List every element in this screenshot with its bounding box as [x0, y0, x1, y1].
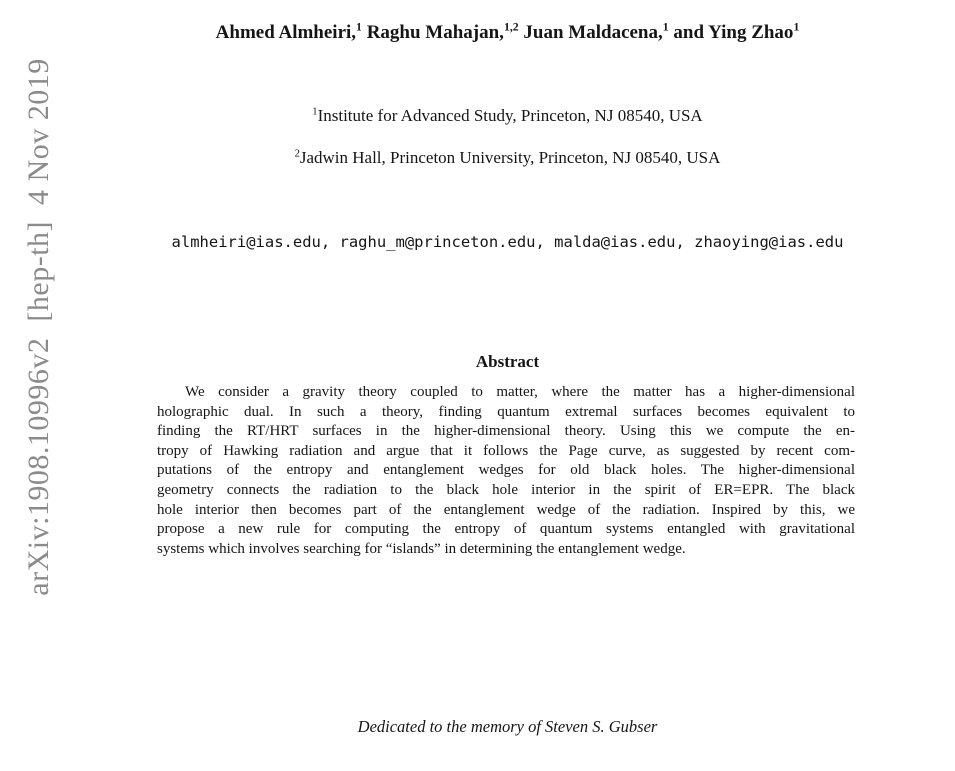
affiliation-superscript: 1,2 — [503, 20, 519, 34]
arxiv-watermark: arXiv:1908.10996v2 [hep-th] 4 Nov 2019 — [22, 58, 55, 596]
paper-page — [60, 0, 955, 771]
abstract-line: propose a new rule for computing the entropy of quantum systems entangled with gravitational — [157, 521, 855, 538]
affiliation-superscript: 1 — [356, 20, 362, 34]
abstract-line: We consider a gravity theory coupled to matter, where the matter has a higher-dimensional — [185, 384, 855, 400]
affiliation-superscript: 1 — [312, 106, 318, 118]
abstract-line: systems which involves searching for “islands” in determining the entanglement wedge. — [157, 540, 686, 557]
abstract-line: tropy of Hawking radiation and argue that it follows the Page curve, as suggested by recent com- — [157, 442, 855, 459]
affiliation-2: $^2$Jadwin Hall, Princeton University, Princeton, NJ 08540, USA — [294, 148, 721, 167]
affiliation-1: $^1$Institute for Advanced Study, Princeton, NJ 08540, USA — [312, 106, 703, 125]
author-line: Ahmed Almheiri,$^1$ Raghu Mahajan,$^{1,2}$ Juan Maldacena,$^1$ and Ying Zhao$^1$ — [215, 20, 800, 43]
affiliation-superscript: 1 — [662, 20, 669, 34]
abstract-line: hole interior then becomes part of the entanglement wedge of the radiation. Inspired by this, we — [157, 501, 855, 518]
author-emails: almheiri@ias.edu, raghu_m@princeton.edu, malda@ias.edu, zhaoying@ias.edu — [171, 233, 844, 251]
affiliation-superscript: 1 — [793, 20, 800, 34]
abstract-line: putations of the entropy and entanglement wedges for old black holes. The higher-dimensional — [157, 462, 855, 479]
abstract-line: geometry connects the radiation to the black hole interior in the spirit of ER=EPR. The black — [157, 481, 855, 498]
abstract-line: holographic dual. In such a theory, finding quantum extremal surfaces becomes equivalent to — [157, 403, 855, 420]
abstract-body — [157, 383, 855, 559]
dedication-line: Dedicated to the memory of Steven S. Gubser — [357, 717, 658, 736]
affiliation-superscript: 2 — [294, 148, 300, 160]
abstract-heading: Abstract — [475, 352, 540, 371]
abstract-line: finding the RT/HRT surfaces in the higher-dimensional theory. Using this we compute the en- — [157, 423, 855, 440]
